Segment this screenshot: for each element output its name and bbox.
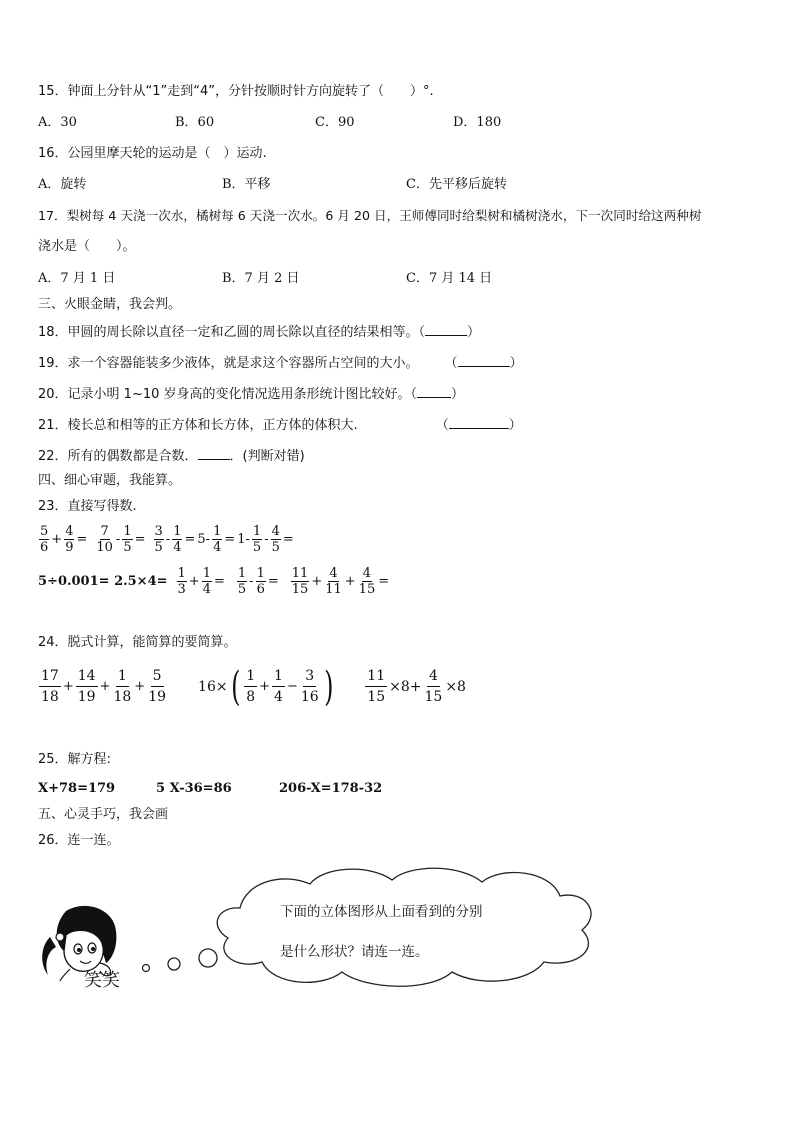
- q19: [38, 353, 523, 373]
- q23-row1: $\frac{5}{6}$ + $\frac{4}{9}$ = $\frac{7}{10}$ - $\frac{1}{5}$ = $\frac{3}{5}$ - $\frac{1}{4}$ = 5- $\frac{1}{4}$ = 1- $\frac{1}{5}$ - $\frac{4}{5}$ =: [40, 524, 294, 555]
- q22-suffix: ．(判断对错): [229, 449, 305, 464]
- fraction: $\frac{11}{15}$: [291, 566, 309, 597]
- fraction: $\frac{1}{4}$: [173, 524, 182, 555]
- q25-stem: 25．解方程:: [38, 752, 111, 767]
- q15-stem: 15．钟面上分针从“1”走到“4”，分针按顺时针方向旋转了（ ）°.: [38, 84, 434, 99]
- q21-open-paren: （: [435, 418, 449, 433]
- q18: [38, 322, 480, 342]
- character-name-label: 笑笑: [84, 970, 120, 991]
- q19-answer-blank[interactable]: [458, 353, 510, 367]
- q17-option-c: C．7 月 14 日: [406, 271, 493, 286]
- q17-stem-line2: 浇水是（ ）。: [38, 239, 136, 254]
- fraction: $\frac{1}{18}$: [113, 668, 132, 705]
- q25-equation-2: 5 X-36=86: [156, 781, 232, 796]
- fraction: $\frac{11}{15}$: [367, 668, 386, 705]
- q23-stem: 23．直接写得数.: [38, 499, 137, 514]
- q20: [38, 384, 464, 404]
- q16-option-a: A．旋转: [38, 177, 87, 192]
- fraction: $\frac{4}{5}$: [271, 524, 280, 555]
- fraction: $\frac{3}{16}$: [300, 668, 319, 705]
- q18-answer-blank[interactable]: [425, 322, 467, 336]
- q21-close-paren: ）: [508, 418, 522, 433]
- q18-close-paren: ）: [467, 325, 481, 340]
- q25-equation-1: X+78=179: [38, 781, 116, 796]
- fraction: $\frac{1}{5}$: [237, 566, 247, 597]
- q21-answer-blank[interactable]: [449, 415, 509, 429]
- q22: [38, 446, 305, 466]
- q15-option-a: A．30: [38, 115, 77, 130]
- q23-row2-text: 5÷0.001= 2.5×4=: [38, 574, 168, 589]
- fraction: $\frac{3}{5}$: [154, 524, 163, 555]
- fraction: $\frac{5}{6}$: [40, 524, 49, 555]
- q17-option-b: B．7 月 2 日: [222, 271, 300, 286]
- q18-text: 18．甲圆的周长除以直径一定和乙圆的周长除以直径的结果相等。（: [38, 325, 426, 340]
- q19-text: 19．求一个容器能装多少液体，就是求这个容器所占空间的大小。: [38, 356, 419, 371]
- bubble-text-line1: 下面的立体图形从上面看到的分别: [280, 904, 483, 920]
- q19-close-paren: ）: [509, 356, 523, 371]
- fraction: $\frac{4}{9}$: [65, 524, 74, 555]
- q17-option-a: A．7 月 1 日: [38, 271, 116, 286]
- fraction: $\frac{1}{5}$: [252, 524, 262, 555]
- thought-bubble: [130, 860, 610, 1000]
- q21-text: 21．棱长总和相等的正方体和长方体，正方体的体积大.: [38, 418, 358, 433]
- q20-close-paren: ）: [451, 387, 465, 402]
- fraction: $\frac{1}{8}$: [246, 668, 256, 705]
- fraction: $\frac{4}{15}$: [358, 566, 376, 597]
- q16-option-b: B．平移: [222, 177, 271, 192]
- q20-text: 20．记录小明 1~10 岁身高的变化情况选用条形统计图比较好。（: [38, 387, 418, 402]
- q19-open-paren: （: [444, 356, 458, 371]
- fraction: $\frac{1}{5}$: [123, 524, 132, 555]
- bubble-text-line2: 是什么形状？请连一连。: [280, 944, 429, 960]
- fraction: $\frac{4}{15}$: [424, 668, 443, 705]
- section3-heading: 三、火眼金睛，我会判。: [38, 297, 182, 312]
- q15-option-b: B．60: [175, 115, 215, 130]
- fraction: $\frac{5}{19}$: [148, 668, 167, 705]
- section4-heading: 四、细心审题，我能算。: [38, 473, 182, 488]
- q24-expressions: $\frac{17}{18}$ + $\frac{14}{19}$ + $\frac{1}{18}$ + $\frac{5}{19}$ 16× ( $\frac{1}{8}$ + $\frac{1}{4}$ − $\frac{3}{16}$ ) $\frac{11}{15}$ ×8+ $\frac{4}{15}$ ×8: [41, 663, 466, 710]
- fraction: $\frac{14}{19}$: [77, 668, 96, 705]
- q15-option-c: C．90: [315, 115, 355, 130]
- q17-stem-line1: 17．梨树每 4 天浇一次水，橘树每 6 天浇一次水。6 月 20 日，王师傅同时给梨树和橘树浇水，下一次同时给这两种树: [38, 208, 702, 223]
- fraction: $\frac{1}{6}$: [256, 566, 265, 597]
- section5-heading: 五、心灵手巧，我会画: [38, 807, 169, 822]
- fraction: $\frac{7}{10}$: [96, 524, 113, 555]
- q20-answer-blank[interactable]: [417, 384, 451, 398]
- q23-row2: 5÷0.001= 2.5×4= $\frac{1}{3}$ + $\frac{1}{4}$ = $\frac{1}{5}$ - $\frac{1}{6}$ = $\frac{11}{15}$ + $\frac{4}{11}$ + $\frac{4}{15}$ =: [38, 566, 390, 597]
- fraction: $\frac{1}{4}$: [213, 524, 222, 555]
- q16-stem: 16．公园里摩天轮的运动是（ ）运动.: [38, 146, 267, 161]
- q26-stem: 26．连一连。: [38, 833, 120, 848]
- fraction: $\frac{1}{4}$: [274, 668, 283, 705]
- q21: [38, 415, 522, 435]
- q25-equation-3: 206-X=178-32: [279, 781, 383, 796]
- q24-stem: 24．脱式计算，能简算的要简算。: [38, 635, 237, 650]
- fraction: $\frac{17}{18}$: [41, 668, 59, 705]
- q16-option-c: C．先平移后旋转: [406, 177, 507, 192]
- q22-answer-blank[interactable]: [198, 446, 230, 460]
- q22-text: 22．所有的偶数都是合数．: [38, 449, 198, 464]
- fraction: $\frac{1}{3}$: [177, 566, 186, 597]
- fraction: $\frac{1}{4}$: [202, 566, 211, 597]
- q15-option-d: D．180: [453, 115, 502, 130]
- fraction: $\frac{4}{11}$: [325, 566, 342, 597]
